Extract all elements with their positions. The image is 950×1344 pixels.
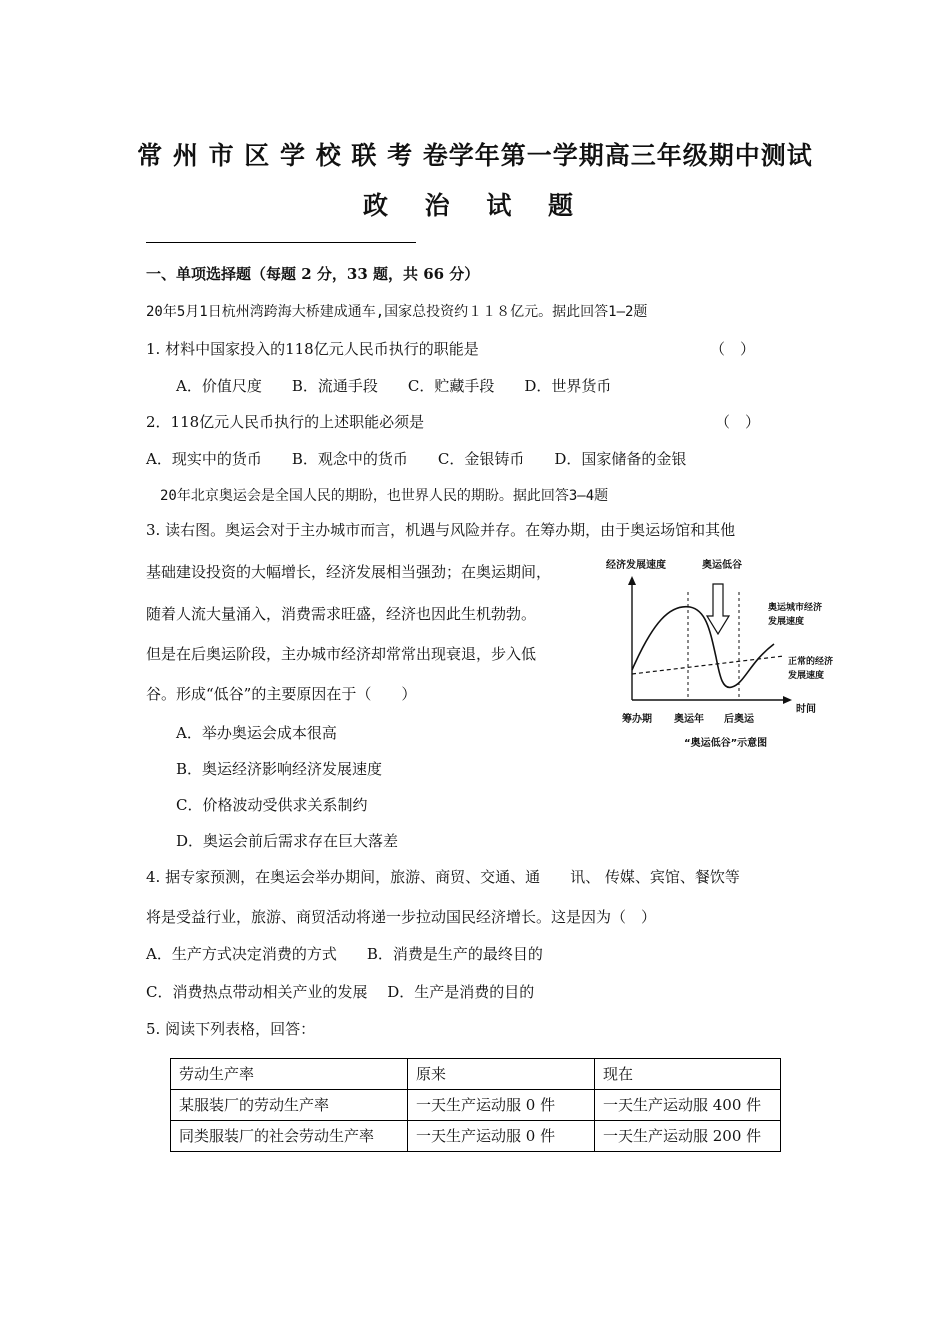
question-3-line-5: 谷。形成“低谷”的主要原因在于（ ） <box>146 685 417 703</box>
section-heading: 一、单项选择题（每题 2 分，33 题，共 66 分） <box>146 265 480 283</box>
table-header-row <box>171 1059 781 1090</box>
question-1-answer-paren: （ ） <box>710 340 756 358</box>
figure-x-tick-2: 奥运年 <box>674 714 704 725</box>
question-3-line-3: 随着人流大量涌入，消费需求旺盛，经济也因此生机勃勃。 <box>146 605 537 623</box>
question-3-option-a: A．举办奥运会成本很高 <box>176 724 337 742</box>
material-intro-1: 20年5月1日杭州湾跨海大桥建成通车,国家总投资约１１８亿元。据此回答1—2题 <box>146 304 648 320</box>
table-cell: 某服装厂的劳动生产率 <box>171 1090 408 1121</box>
figure-curve-label-1: 奥运城市经济 <box>768 603 823 613</box>
question-2-options: A．现实中的货币 B．观念中的货币 C．金银铸币 D．国家储备的金银 <box>146 450 687 468</box>
table-header-cell: 现在 <box>595 1059 781 1090</box>
material-intro-2: 20年北京奥运会是全国人民的期盼，也世界人民的期盼。据此回答3—4题 <box>160 488 609 504</box>
question-3-line-1: 3. 读右图。奥运会对于主办城市而言，机遇与风险并存。在筹办期，由于奥运场馆和其他 <box>146 521 736 539</box>
question-1-stem: 1. 材料中国家投入的118亿元人民币执行的职能是 <box>146 340 479 358</box>
productivity-table <box>170 1058 781 1152</box>
figure-normal-label-2: 发展速度 <box>788 671 825 681</box>
olympic-trough-diagram <box>598 552 858 762</box>
question-3-option-c: C．价格波动受供求关系制约 <box>176 796 368 814</box>
table-cell: 一天生产运动服 0 件 <box>408 1121 595 1152</box>
table-row <box>171 1121 781 1152</box>
table-header-cell: 劳动生产率 <box>171 1059 408 1090</box>
question-4-line-1: 4. 据专家预测，在奥运会举办期间，旅游、商贸、交通、通 讯、 传媒、宾馆、餐饮等 <box>146 868 740 886</box>
table-header-cell: 原来 <box>408 1059 595 1090</box>
y-axis-arrow <box>628 576 636 585</box>
table-cell: 一天生产运动服 400 件 <box>595 1090 781 1121</box>
question-3-option-d: D．奥运会前后需求存在巨大落差 <box>176 832 399 850</box>
figure-x-tick-1: 筹办期 <box>622 714 652 725</box>
question-1-options: A．价值尺度 B．流通手段 C．贮藏手段 D．世界货币 <box>176 377 612 395</box>
question-2-stem: 2．118亿元人民币执行的上述职能必须是 <box>146 413 425 431</box>
figure-y-label: 经济发展速度 <box>606 560 666 571</box>
figure-x-tick-3: 后奥运 <box>724 714 754 725</box>
exam-title: 常 州 市 区 学 校 联 考 卷学年第一学期高三年级期中测试 <box>137 141 813 170</box>
question-5-stem: 5. 阅读下列表格，回答： <box>146 1020 316 1038</box>
normal-growth-line <box>632 656 784 674</box>
table-row <box>171 1090 781 1121</box>
question-4-options-1: A．生产方式决定消费的方式 B．消费是生产的最终目的 <box>146 945 543 963</box>
question-2-answer-paren: （ ） <box>715 413 761 431</box>
figure-curve-label-2: 发展速度 <box>768 617 805 627</box>
subject-title: 政 治 试 题 <box>362 191 588 220</box>
table-cell: 同类服装厂的社会劳动生产率 <box>171 1121 408 1152</box>
figure-x-label: 时间 <box>796 704 816 715</box>
question-3-option-b: B．奥运经济影响经济发展速度 <box>176 760 383 778</box>
question-3-line-2: 基础建设投资的大幅增长，经济发展相当强劲；在奥运期间， <box>146 563 552 581</box>
table-cell: 一天生产运动服 200 件 <box>595 1121 781 1152</box>
figure-dip-label: 奥运低谷 <box>702 560 742 571</box>
trough-down-arrow-icon <box>707 584 729 634</box>
title-divider <box>146 242 416 243</box>
question-4-options-2: C．消费热点带动相关产业的发展 D．生产是消费的目的 <box>146 983 535 1001</box>
olympic-city-curve <box>632 607 774 688</box>
x-axis-arrow <box>783 696 792 704</box>
figure-caption: “奥运低谷”示意图 <box>684 738 768 749</box>
table-cell: 一天生产运动服 0 件 <box>408 1090 595 1121</box>
figure-normal-label-1: 正常的经济 <box>788 657 834 667</box>
question-4-line-2: 将是受益行业，旅游、商贸活动将递一步拉动国民经济增长。这是因为（ ） <box>146 908 657 926</box>
question-3-line-4: 但是在后奥运阶段，主办城市经济却常常出现衰退，步入低 <box>146 645 537 663</box>
